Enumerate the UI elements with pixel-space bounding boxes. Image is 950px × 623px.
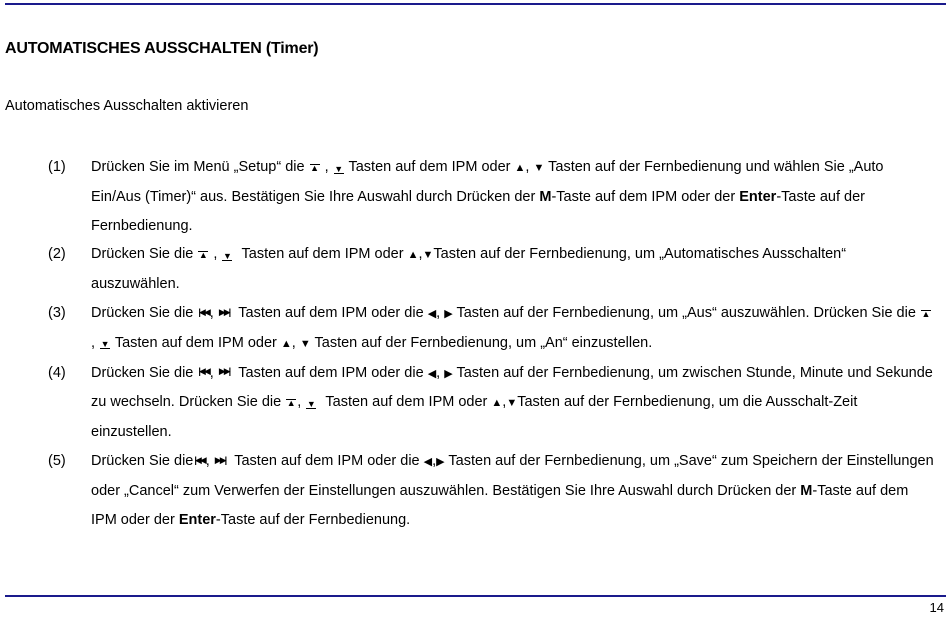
step-text-part: Tasten auf der Fernbedienung, um „Automatisches Ausschalten“ auszuwählen. <box>91 246 847 293</box>
up-button-icon: ▲ <box>310 162 320 173</box>
triangle-right-icon: ▶ <box>444 307 453 320</box>
step-1 <box>0 153 950 240</box>
triangle-up-icon: ▲ <box>280 337 292 350</box>
triangle-left-icon: ◀ <box>423 455 433 468</box>
triangle-right-icon: ▶ <box>436 455 445 468</box>
step-text: Drücken Sie die |◀◀, ▶▶| Tasten auf dem IPM oder die ◀, ▶ Tasten auf der Fernbedienung, um zwischen Stunde, Minute und Sekunde zu wechseln. Drücken Sie die ▲ , ▼ Tasten auf dem IPM oder ▲,▼Tasten auf der Fernbedienung, um die Ausschalt-Zeit einzustellen. <box>91 364 933 441</box>
down-button-icon: ▼ <box>306 399 316 410</box>
step-text-part: Drücken Sie die <box>91 364 194 381</box>
step-text-part: Tasten auf dem IPM oder die <box>234 452 420 469</box>
key-label: M <box>800 482 813 499</box>
step-text-part: Tasten auf dem IPM oder <box>325 394 488 411</box>
down-button-icon: ▼ <box>334 163 344 174</box>
triangle-left-icon: ◀ <box>427 307 437 320</box>
step-text-part: Tasten auf dem IPM oder die <box>238 364 424 381</box>
step-text-part: -Taste auf der Fernbedienung. <box>215 511 411 528</box>
step-text-part: Tasten auf dem IPM oder die <box>238 304 424 321</box>
step-text-part: -Taste auf der Fernbedienung. <box>91 188 865 234</box>
down-button-icon: ▼ <box>100 339 110 350</box>
step-text-part: Drücken Sie die <box>91 246 194 263</box>
step-number: (3) <box>48 304 66 321</box>
triangle-up-icon: ▲ <box>407 249 419 262</box>
up-button-icon: ▲ <box>198 250 208 261</box>
step-text: Drücken Sie die ▲ , ▼ Tasten auf dem IPM oder ▲,▼Tasten auf der Fernbedienung, um „Automatisches Ausschalten“ auszuwählen. <box>91 246 847 293</box>
step-number: (4) <box>48 364 66 381</box>
step-5 <box>0 447 950 534</box>
step-text-part: -Taste auf dem IPM oder der <box>91 482 909 528</box>
section-subtitle: Automatisches Ausschalten aktivieren <box>5 98 249 114</box>
step-text-part: Tasten auf der Fernbedienung, um zwischen Stunde, Minute und Sekunde zu wechseln. Drücken Sie die <box>91 364 933 411</box>
previous-button-icon: |◀◀ <box>198 366 209 377</box>
previous-button-icon: |◀◀ <box>198 306 209 317</box>
page-title: AUTOMATISCHES AUSSCHALTEN (Timer) <box>5 40 319 57</box>
key-label: Enter <box>739 188 777 205</box>
triangle-right-icon: ▶ <box>444 367 453 380</box>
page-number: 14 <box>929 600 944 615</box>
step-text-part: Drücken Sie die <box>91 452 194 469</box>
next-button-icon: ▶▶| <box>218 306 230 317</box>
step-text-part: Drücken Sie die <box>91 304 194 321</box>
bottom-rule <box>5 595 946 597</box>
up-button-icon: ▲ <box>921 308 931 319</box>
steps-list <box>0 153 950 534</box>
key-label: Enter <box>178 511 216 528</box>
step-text-part: Tasten auf der Fernbedienung, um „Save“ zum Speichern der Einstellungen oder „Cancel“ zum Verwerfen der Einstellungen auszuwählen. Bestätigen Sie Ihre Auswahl durch Drücken der <box>91 452 934 499</box>
step-text-part: Tasten auf dem IPM oder <box>241 246 404 263</box>
step-text-part: Tasten auf dem IPM oder <box>114 334 277 351</box>
step-text-part: Tasten auf der Fernbedienung, um „An“ einzustellen. <box>314 334 653 351</box>
step-number: (2) <box>48 246 66 263</box>
step-text-part: Tasten auf der Fernbedienung und wählen Sie „Auto Ein/Aus (Timer)“ aus. Bestätigen Sie Ihre Auswahl durch Drücken der <box>91 159 884 205</box>
step-number: (1) <box>48 159 66 175</box>
previous-button-icon: |◀◀ <box>194 454 205 465</box>
step-text: Drücken Sie die|◀◀, ▶▶| Tasten auf dem IPM oder die ◀,▶ Tasten auf der Fernbedienung, um „Save“ zum Speichern der Einstellungen oder „Cancel“ zum Verwerfen der Einstellungen auszuwählen. Bestätigen Sie Ihre Auswahl durch Drücken der M-Taste auf dem IPM oder der Enter-Taste auf der Fernbedienung. <box>91 452 934 528</box>
step-text-part: Tasten auf der Fernbedienung, um „Aus“ auszuwählen. Drücken Sie die <box>456 304 916 321</box>
step-text-part: Tasten auf der Fernbedienung, um die Ausschalt-Zeit einzustellen. <box>91 394 858 441</box>
triangle-down-icon: ▼ <box>299 337 311 350</box>
key-label: M <box>539 188 552 205</box>
triangle-down-icon: ▼ <box>422 249 434 262</box>
top-rule <box>5 3 946 5</box>
step-text-part: Drücken Sie im Menü „Setup“ die <box>91 159 305 175</box>
next-button-icon: ▶▶| <box>214 454 226 465</box>
step-4 <box>0 359 950 447</box>
step-text: Drücken Sie im Menü „Setup“ die ▲ , ▼ Tasten auf dem IPM oder ▲, ▼ Tasten auf der Fernbedienung und wählen Sie „Auto Ein/Aus (Timer)“ aus. Bestätigen Sie Ihre Auswahl durch Drücken der M-Taste auf dem IPM oder der Enter-Taste auf der Fernbedienung. <box>91 159 884 234</box>
step-3 <box>0 299 950 359</box>
step-text-part: Tasten auf dem IPM oder <box>348 159 511 175</box>
next-button-icon: ▶▶| <box>218 366 230 377</box>
step-text-part: -Taste auf dem IPM oder der <box>551 188 740 205</box>
down-button-icon: ▼ <box>223 251 232 262</box>
triangle-left-icon: ◀ <box>427 367 437 380</box>
triangle-up-icon: ▲ <box>491 397 503 410</box>
step-text: Drücken Sie die |◀◀, ▶▶| Tasten auf dem IPM oder die ◀, ▶ Tasten auf der Fernbedienung, um „Aus“ auszuwählen. Drücken Sie die ▲ , ▼ Tasten auf dem IPM oder ▲, ▼ Tasten auf der Fernbedienung, um „An“ einzustellen. <box>91 304 931 351</box>
step-2 <box>0 240 950 299</box>
triangle-up-icon: ▲ <box>514 162 526 174</box>
triangle-down-icon: ▼ <box>506 397 518 410</box>
triangle-down-icon: ▼ <box>533 162 545 174</box>
step-number: (5) <box>48 452 66 469</box>
up-button-icon: ▲ <box>286 398 296 409</box>
